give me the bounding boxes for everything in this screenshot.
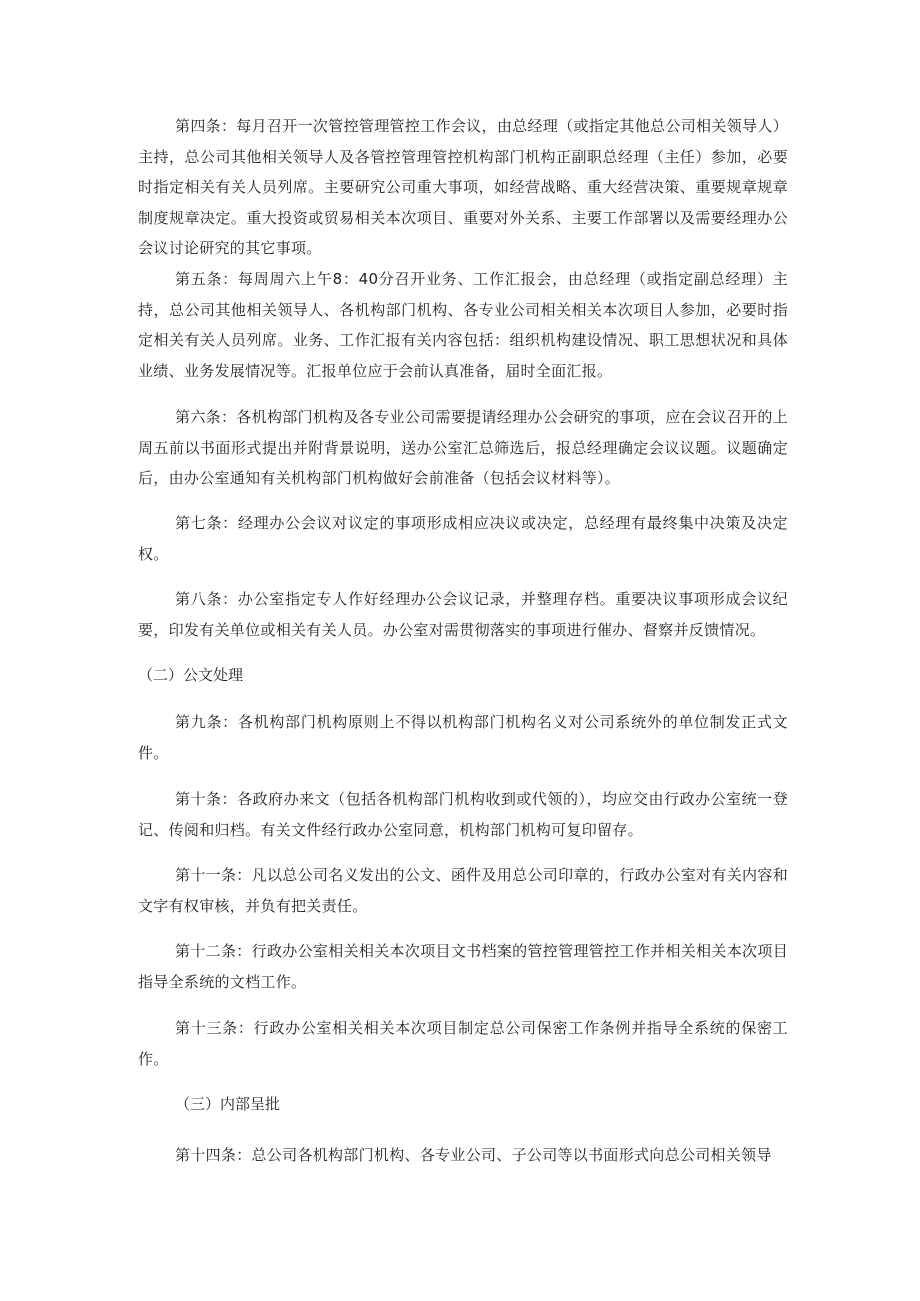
section-heading-document-processing: （二）公文处理 — [138, 666, 244, 684]
article-9: 第九条：各机构部门机构原则上不得以机构部门机构名义对公司系统外的单位制发正式文件。 — [138, 713, 788, 762]
article-7: 第七条：经理办公会议对议定的事项形成相应决议或决定，总经理有最终集中决策及决定权。 — [138, 514, 788, 563]
article-8: 第八条：办公室指定专人作好经理办公会议记录，并整理存档。重要决议事项形成会议纪要，印发有关单位或相关有关人员。办公室对需贯彻落实的事项进行催办、督察并反馈情况。 — [138, 590, 788, 639]
article-4: 第四条：每月召开一次管控管理管控工作会议，由总经理（或指定其他总公司相关领导人）主持，总公司其他相关领导人及各管控管理管控机构部门机构正副职总经理（主任）参加，必要时指定相关有关人员列席。主要研究公司重大事项，如经营战略、重大经营决策、重要规章规章制度规章决定。重大投资或贸易相关本次项目、重要对外关系、主要工作部署以及需要经理办公会议讨论研究的其它事项。 — [138, 117, 788, 257]
article-13: 第十三条：行政办公室相关相关本次项目制定总公司保密工作条例并指导全系统的保密工作。 — [138, 1019, 788, 1068]
article-11: 第十一条：凡以总公司名义发出的公文、函件及用总公司印章的，行政办公室对有关内容和文字有权审核，并负有把关责任。 — [138, 866, 788, 915]
article-14: 第十四条：总公司各机构部门机构、各专业公司、子公司等以书面形式向总公司相关领导 — [175, 1146, 772, 1164]
article-10: 第十条：各政府办来文（包括各机构部门机构收到或代领的），均应交由行政办公室统一登记、传阅和归档。有关文件经行政办公室同意，机构部门机构可复印留存。 — [138, 790, 788, 839]
article-6: 第六条：各机构部门机构及各专业公司需要提请经理办公会研究的事项，应在会议召开的上周五前以书面形式提出并附背景说明，送办公室汇总筛选后，报总经理确定会议议题。议题确定后，由办公室通知有关机构部门机构做好会前准备（包括会议材料等）。 — [138, 408, 788, 487]
article-12: 第十二条：行政办公室相关相关本次项目文书档案的管控管理管控工作并相关相关本次项目指导全系统的文档工作。 — [138, 942, 788, 991]
section-heading-internal-approval: （三）内部呈批 — [175, 1095, 281, 1113]
article-5: 第五条：每周周六上午8：40分召开业务、工作汇报会，由总经理（或指定副总经理）主持，总公司其他相关领导人、各机构部门机构、各专业公司相关相关本次项目人参加，必要时指定相关有关人员列席。业务、工作汇报有关内容包括：组织机构建设情况、职工思想状况和具体业绩、业务发展情况等。汇报单位应于会前认真准备，届时全面汇报。 — [138, 270, 788, 380]
